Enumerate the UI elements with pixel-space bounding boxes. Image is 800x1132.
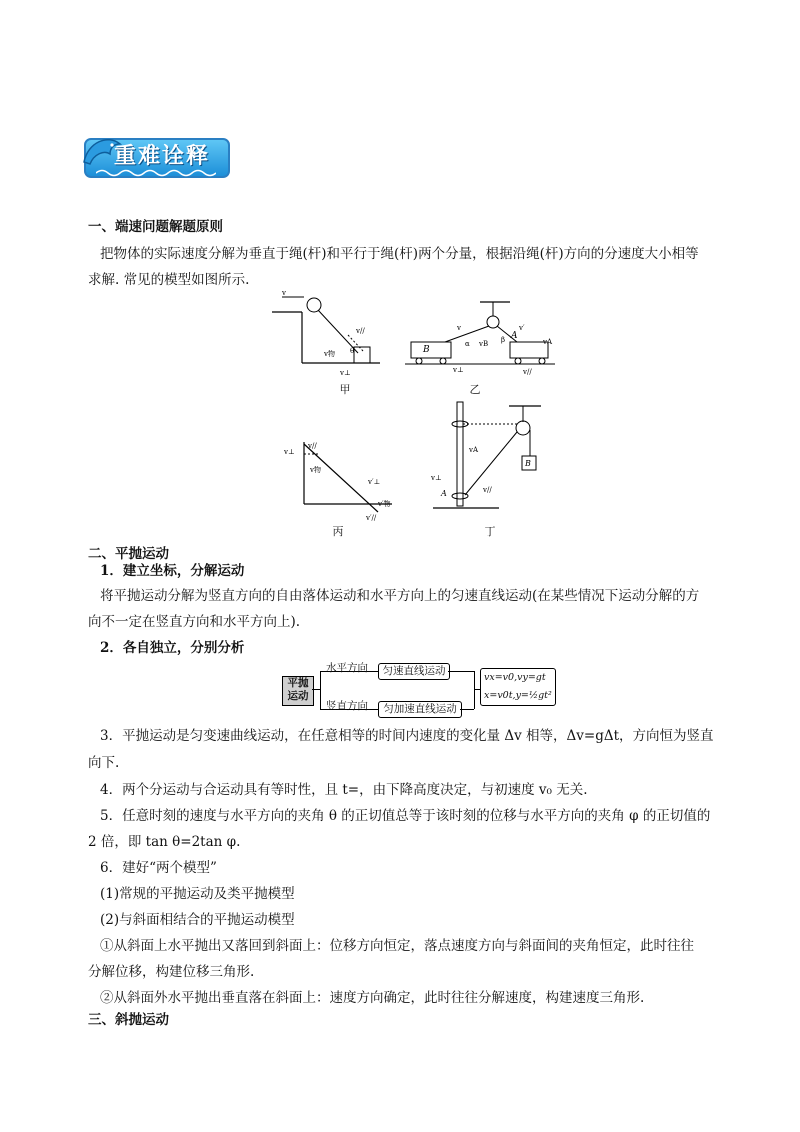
jia-theta-label: θ bbox=[350, 347, 355, 355]
section3-heading: 三、斜抛运动 bbox=[88, 1012, 169, 1028]
ding-B-label: B bbox=[525, 459, 531, 468]
bing-vperp-label: v⊥ bbox=[284, 448, 295, 456]
bing-vwu-label: v物 bbox=[310, 466, 321, 474]
section1-para-line2: 求解. 常见的模型如图所示. bbox=[88, 272, 250, 288]
item1-line2: 向不一定在竖直方向和水平方向上). bbox=[88, 614, 301, 630]
flow-root-box bbox=[282, 676, 314, 706]
jia-vwu-label: v物 bbox=[324, 350, 335, 358]
flow-box-h: 匀速直线运动 bbox=[378, 663, 450, 680]
figure-ding bbox=[425, 400, 560, 520]
flow-formula-box bbox=[480, 668, 556, 706]
section-banner bbox=[80, 132, 232, 182]
figure-bing-caption: 丙 bbox=[332, 525, 344, 538]
item3-line1: 3．平抛运动是匀变速曲线运动，在任意相等的时间内速度的变化量 Δv 相等，Δv=gΔt，方向恒为竖直 bbox=[100, 728, 714, 744]
yi-vB-label: vB bbox=[479, 340, 489, 348]
wave-decoration bbox=[96, 168, 216, 178]
item2-title: 2．各自独立，分别分析 bbox=[100, 640, 245, 656]
yi-vprime-label: v′ bbox=[519, 324, 525, 332]
ding-vA-label: vA bbox=[469, 446, 479, 454]
bing-vprime-par-label: v′// bbox=[366, 514, 377, 522]
flow-branch-h: 水平方向 bbox=[326, 662, 368, 674]
ding-vpar-label: v// bbox=[483, 486, 492, 494]
flow-root-line1: 平抛 bbox=[287, 677, 309, 689]
item5-line2: 2 倍，即 tan θ=2tan φ. bbox=[88, 834, 241, 850]
item3-line2: 向下. bbox=[88, 755, 120, 771]
yi-beta-label: β bbox=[501, 336, 506, 344]
jia-v-label: v bbox=[282, 289, 286, 297]
yi-B-label: B bbox=[423, 345, 430, 355]
item6-title: 6．建好“两个模型” bbox=[100, 860, 217, 876]
flow-box-v: 匀加速直线运动 bbox=[378, 701, 462, 718]
item6-d: ②从斜面外水平抛出垂直落在斜面上：速度方向确定，此时往往分解速度，构建速度三角形. bbox=[100, 990, 645, 1006]
yi-vA-label: vA bbox=[543, 338, 553, 346]
figure-ding-caption: 丁 bbox=[484, 525, 496, 538]
figure-jia-caption: 甲 bbox=[339, 383, 351, 396]
section2-heading: 二、平抛运动 bbox=[88, 546, 169, 562]
bing-vprime-perp-label: v′⊥ bbox=[368, 478, 381, 486]
bing-vprime-wu-label: v′物 bbox=[378, 500, 391, 508]
jia-vpar-label: v// bbox=[356, 327, 365, 335]
figure-jia bbox=[268, 285, 388, 380]
item6-b: (2)与斜面相结合的平抛运动模型 bbox=[100, 912, 295, 928]
item1-title: 1．建立坐标，分解运动 bbox=[100, 563, 245, 579]
figure-yi bbox=[405, 298, 560, 378]
flow-formula-line1: vx=v0,vy=gt bbox=[484, 672, 546, 683]
yi-A-label: A bbox=[511, 331, 518, 341]
jia-vperp-label: v⊥ bbox=[340, 369, 351, 377]
yi-v-label: v bbox=[457, 324, 461, 332]
item5-line1: 5．任意时刻的速度与水平方向的夹角 θ 的正切值总等于该时刻的位移与水平方向的夹角 φ 的正切值的 bbox=[100, 808, 711, 824]
section1-para-line1: 把物体的实际速度分解为垂直于绳(杆)和平行于绳(杆)两个分量，根据沿绳(杆)方向的分速度大小相等 bbox=[100, 246, 699, 262]
flow-branch-v: 竖直方向 bbox=[326, 700, 368, 712]
ding-vperp-label: v⊥ bbox=[431, 474, 442, 482]
item6-a: (1)常规的平抛运动及类平抛模型 bbox=[100, 886, 295, 902]
yi-vpar-label: v// bbox=[523, 368, 532, 376]
flow-root-line2: 运动 bbox=[287, 690, 309, 702]
item6-c-line2: 分解位移，构建位移三角形. bbox=[88, 964, 255, 980]
item1-line1: 将平抛运动分解为竖直方向的自由落体运动和水平方向上的匀速直线运动(在某些情况下运动分解的方 bbox=[100, 588, 700, 604]
figure-bing bbox=[282, 440, 397, 525]
flow-formula-line2: x=v0t,y=½gt² bbox=[484, 690, 552, 701]
section1-heading: 一、端速问题解题原则 bbox=[88, 219, 223, 235]
item4: 4．两个分运动与合运动具有等时性，且 t=，由下降高度决定，与初速度 v₀ 无关. bbox=[100, 782, 588, 798]
yi-vperp-label: v⊥ bbox=[453, 366, 464, 374]
ding-A-label: A bbox=[441, 489, 447, 498]
flow-diagram bbox=[282, 658, 557, 720]
figure-yi-caption: 乙 bbox=[469, 383, 481, 396]
item6-c-line1: ①从斜面上水平抛出又落回到斜面上：位移方向恒定，落点速度方向与斜面间的夹角恒定，此时往往 bbox=[100, 938, 694, 954]
bing-vpar-label: v// bbox=[308, 442, 317, 450]
banner-title: 重难诠释 bbox=[114, 143, 211, 169]
yi-alpha-label: α bbox=[465, 340, 470, 348]
